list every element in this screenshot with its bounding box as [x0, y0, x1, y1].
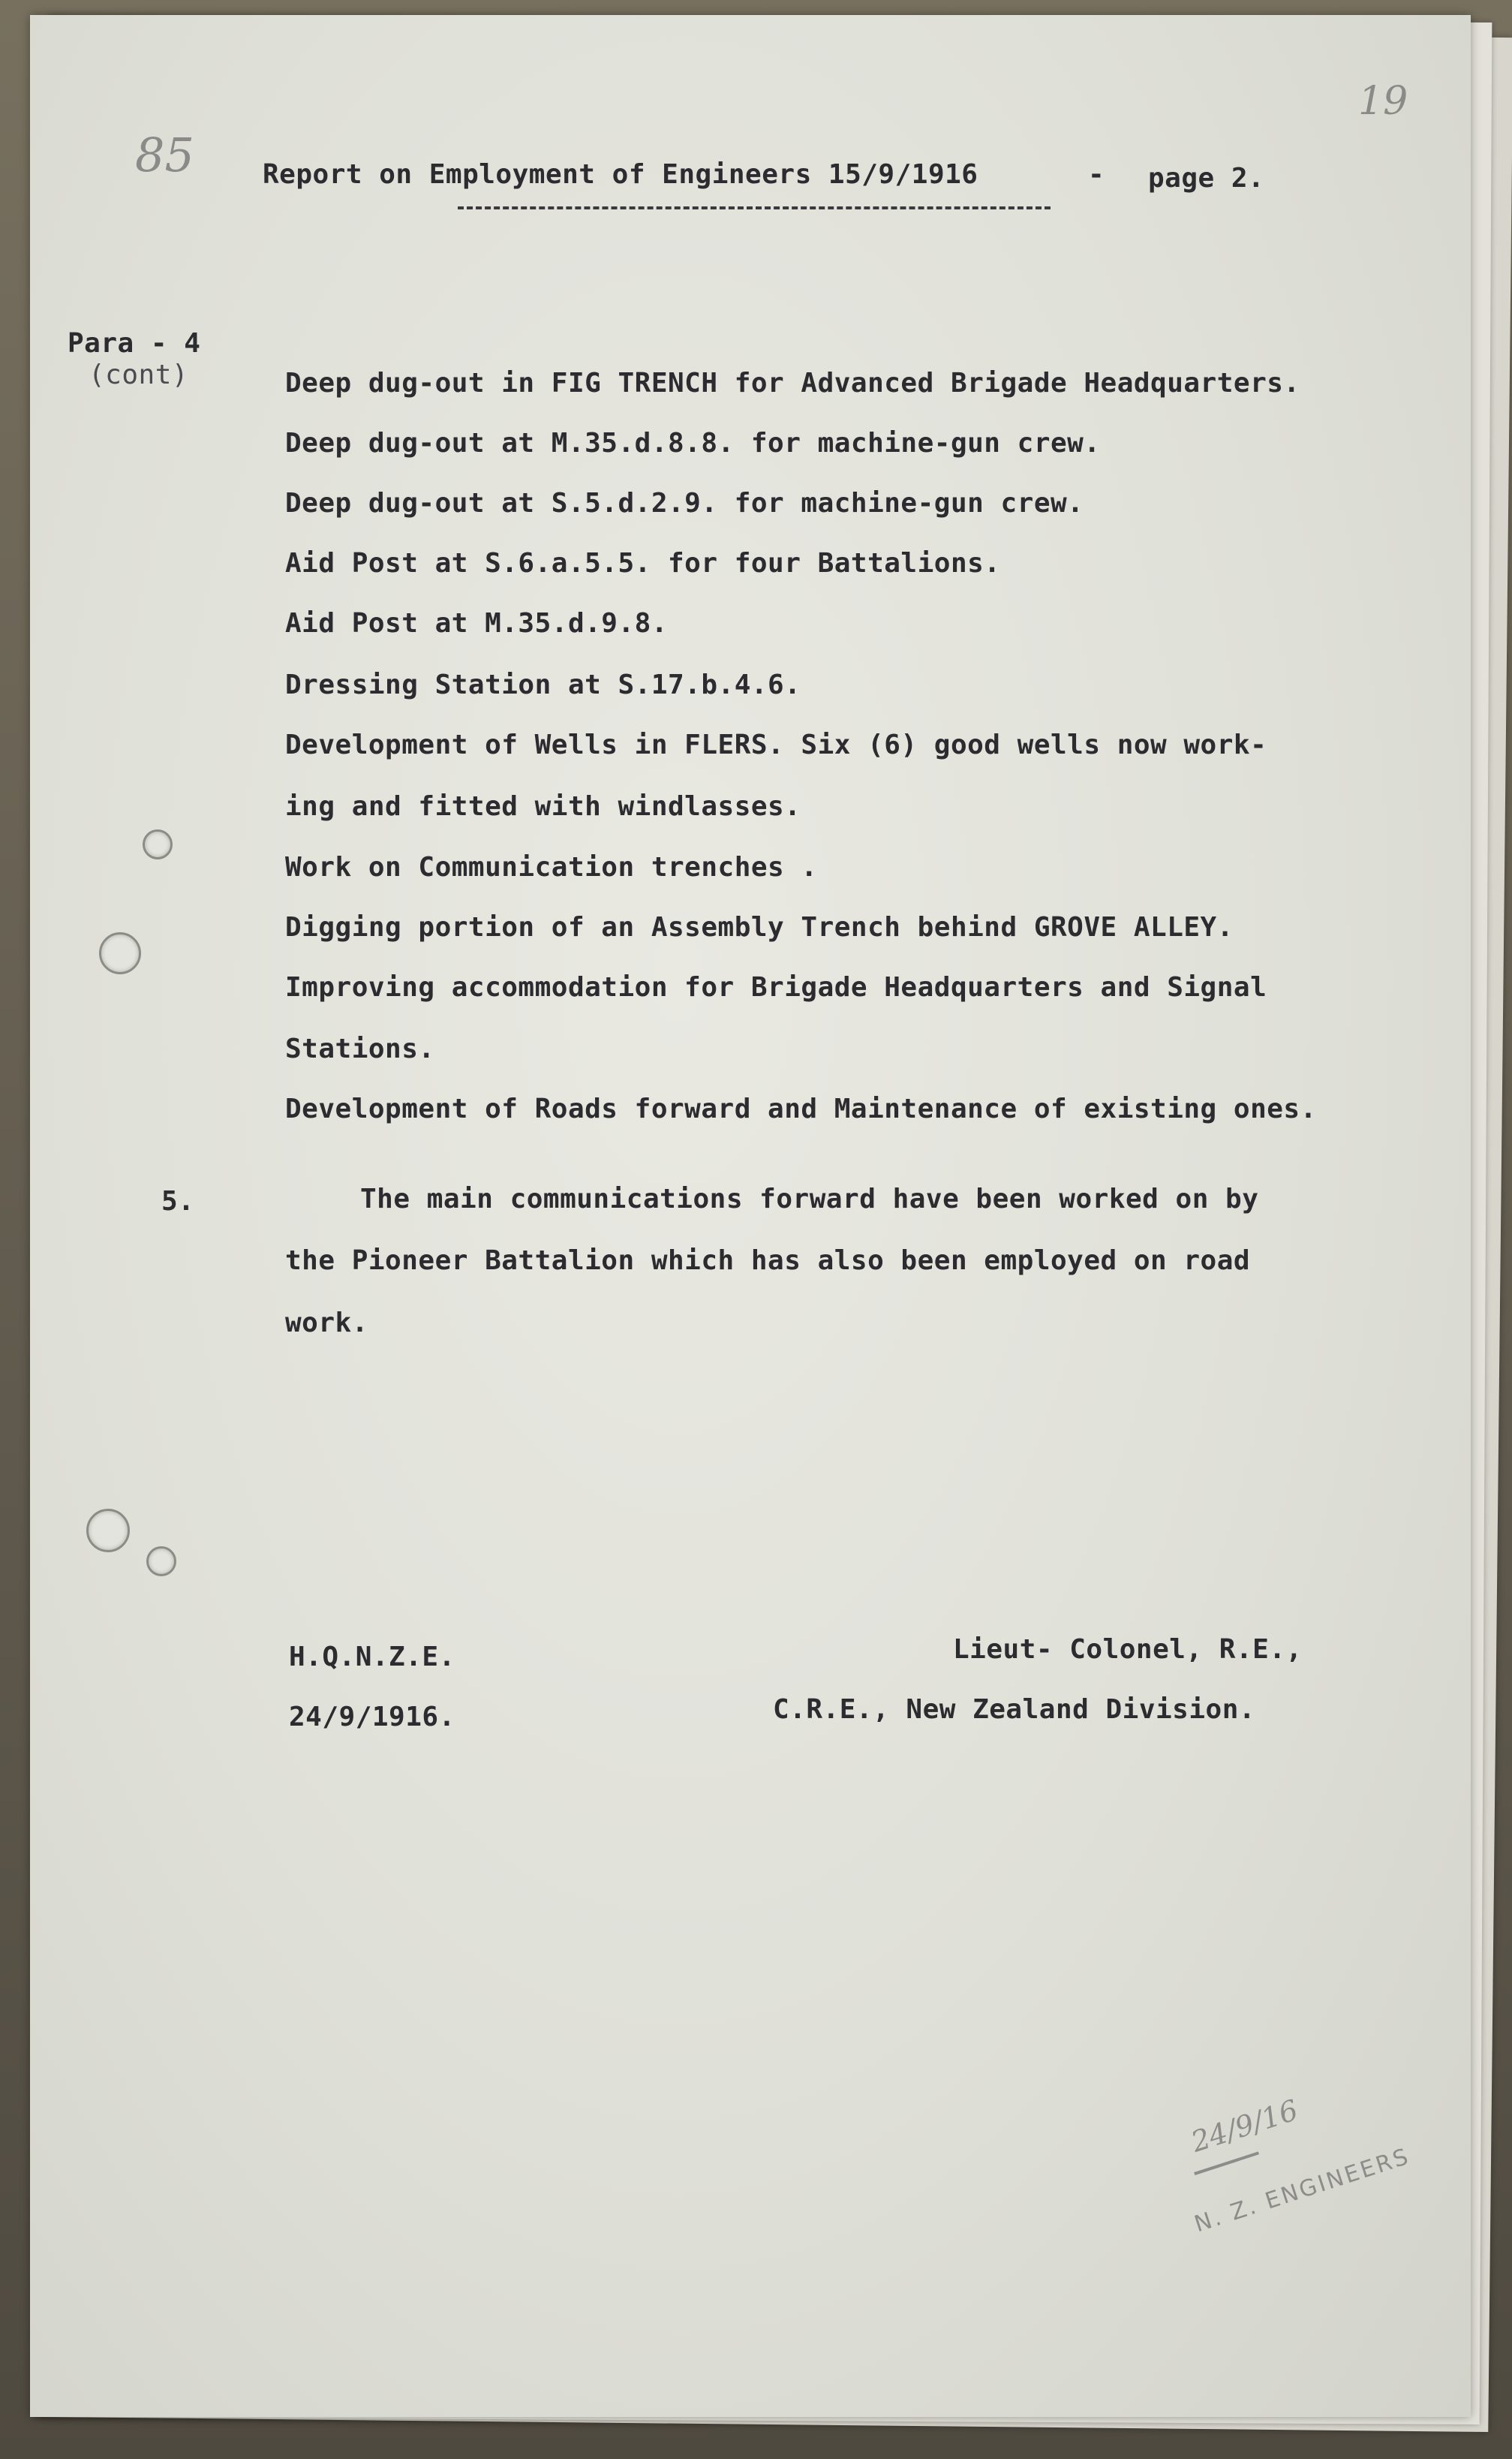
punch-hole: [99, 932, 141, 974]
title-underline: [458, 206, 1051, 209]
received-stamp: [1156, 2053, 1447, 2301]
item-line: Aid Post at S.6.a.5.5. for four Battalions.: [285, 548, 1001, 579]
item-line: ing and fitted with windlasses.: [285, 791, 801, 822]
item-line: Work on Communication trenches .: [285, 852, 818, 883]
item-line: Improving accommodation for Brigade Headquarters and Signal: [285, 972, 1267, 1003]
signature-date: 24/9/1916.: [289, 1702, 455, 1732]
stamp-name: N. Z. ENGINEERS: [1191, 2143, 1414, 2238]
origin-code: H.Q.N.Z.E.: [289, 1642, 455, 1672]
item-line: Development of Wells in FLERS. Six (6) good wells now work-: [285, 730, 1267, 760]
item-line: Digging portion of an Assembly Trench behind GROVE ALLEY.: [285, 912, 1234, 943]
para-number: 5.: [161, 1186, 195, 1217]
item-line: Aid Post at M.35.d.9.8.: [285, 608, 668, 639]
item-line: Deep dug-out in FIG TRENCH for Advanced Brigade Headquarters.: [285, 368, 1300, 399]
report-title: Report on Employment of Engineers 15/9/1916: [263, 159, 978, 190]
para-label-cont: (cont): [89, 360, 189, 390]
stamp-date: 24/9/16: [1187, 2093, 1303, 2159]
item-line: Deep dug-out at M.35.d.8.8. for machine-gun crew.: [285, 428, 1101, 459]
punch-hole: [146, 1546, 176, 1576]
body-line: work.: [285, 1308, 368, 1338]
signatory-role: C.R.E., New Zealand Division.: [773, 1694, 1256, 1725]
punch-hole: [143, 829, 173, 859]
item-line: Dressing Station at S.17.b.4.6.: [285, 670, 801, 700]
body-line: The main communications forward have been worked on by: [360, 1184, 1259, 1214]
header-dash: -: [1088, 159, 1105, 190]
folio-number: 19: [1358, 79, 1408, 124]
document-page: [30, 15, 1471, 2417]
item-line: Deep dug-out at S.5.d.2.9. for machine-gun crew.: [285, 488, 1084, 519]
pencil-page-number: 85: [135, 128, 194, 182]
item-line: Development of Roads forward and Maintenance of existing ones.: [285, 1094, 1317, 1124]
punch-hole: [86, 1509, 130, 1552]
body-line: the Pioneer Battalion which has also been employed on road: [285, 1245, 1251, 1276]
item-line: Stations.: [285, 1034, 435, 1064]
para-label: Para - 4: [68, 328, 201, 359]
signatory-rank: Lieut- Colonel, R.E.,: [953, 1634, 1303, 1665]
page-label: page 2.: [1148, 163, 1265, 194]
